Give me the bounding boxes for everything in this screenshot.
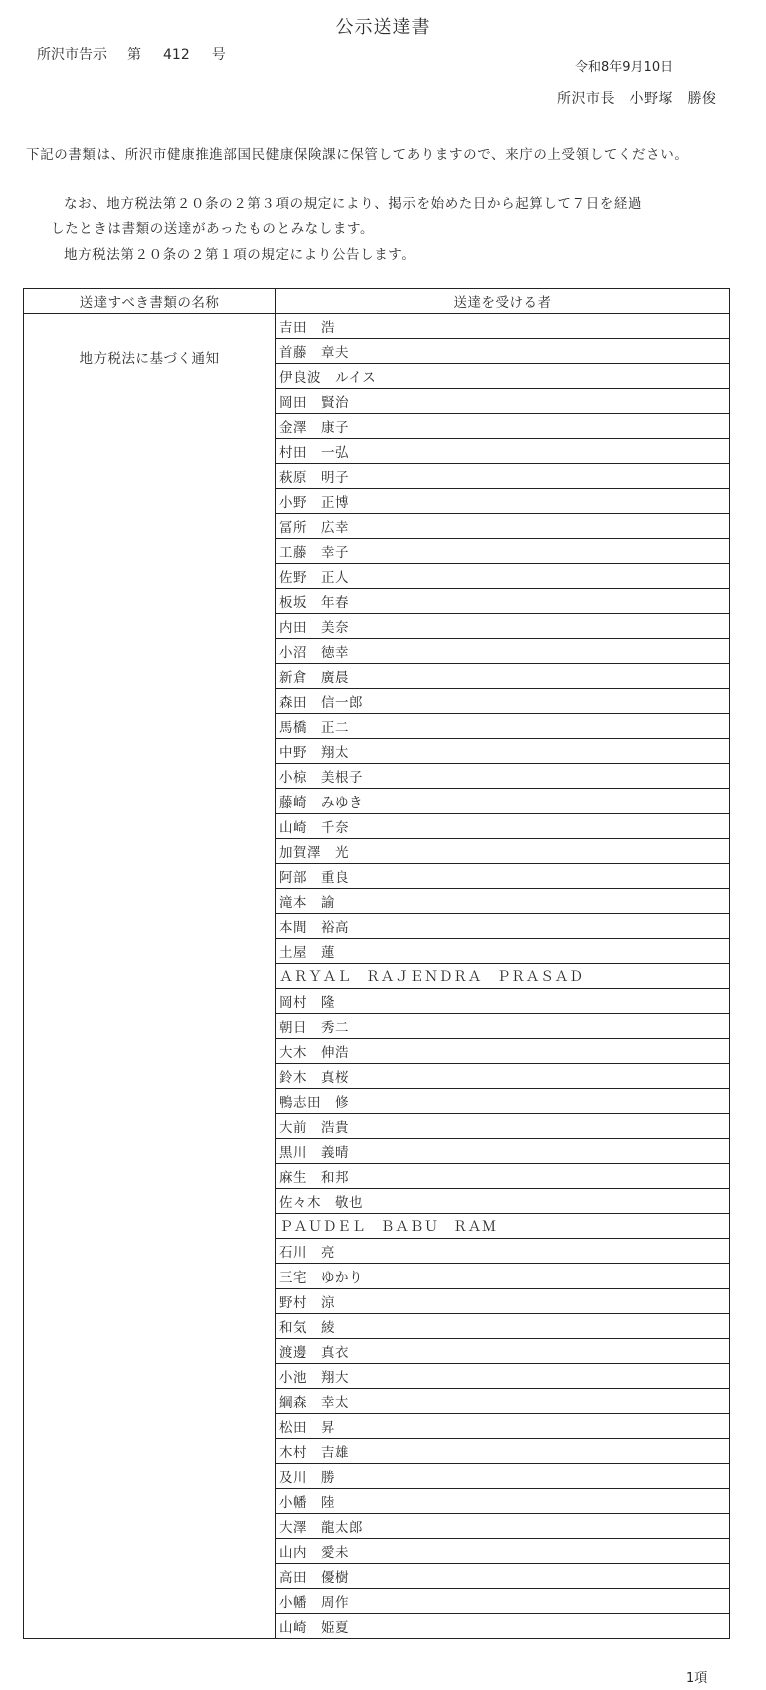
notice-dai: 第 (127, 47, 141, 63)
recipient-name: 佐々木 敬也 (276, 1189, 730, 1214)
recipient-name: 大澤 龍太郎 (276, 1514, 730, 1539)
paragraph-storage-notice: 下記の書類は、所沢市健康推進部国民健康保険課に保管してありますので、来庁の上受領してください。 (26, 147, 689, 163)
recipient-name: 小幡 周作 (276, 1589, 730, 1614)
recipient-name: 加賀澤 光 (276, 839, 730, 864)
header-recipient: 送達を受ける者 (276, 289, 730, 314)
recipient-name: 中野 翔太 (276, 739, 730, 764)
recipient-name: 小野 正博 (276, 489, 730, 514)
recipient-name: 和気 綾 (276, 1314, 730, 1339)
recipient-name: 及川 勝 (276, 1464, 730, 1489)
delivery-table (23, 288, 730, 1639)
recipient-name: 石川 亮 (276, 1239, 730, 1264)
recipient-name: 小椋 美根子 (276, 764, 730, 789)
recipient-name: 吉田 浩 (276, 314, 730, 339)
recipient-name: 萩原 明子 (276, 464, 730, 489)
recipient-name: 滝本 諭 (276, 889, 730, 914)
recipient-name: 佐野 正人 (276, 564, 730, 589)
recipient-name: 綱森 幸太 (276, 1389, 730, 1414)
recipient-name: 冨所 広幸 (276, 514, 730, 539)
recipient-name: 山崎 千奈 (276, 814, 730, 839)
recipient-name: 山内 愛未 (276, 1539, 730, 1564)
recipient-name: 新倉 廣晨 (276, 664, 730, 689)
notice-number-line (37, 44, 226, 64)
notice-date: 令和8年9月10日 (575, 60, 674, 75)
paragraph-public-notice: 地方税法第２０条の２第１項の規定により公告します。 (64, 247, 416, 263)
recipient-name: 山崎 姫夏 (276, 1614, 730, 1639)
recipient-name: 阿部 重良 (276, 864, 730, 889)
recipient-name: 村田 一弘 (276, 439, 730, 464)
recipient-name: ＰＡＵＤＥＬ ＢＡＢＵ ＲＡＭ (276, 1214, 730, 1239)
recipient-name: 首藤 章夫 (276, 339, 730, 364)
recipient-name: 黒川 義晴 (276, 1139, 730, 1164)
recipient-name: 木村 吉雄 (276, 1439, 730, 1464)
recipient-name: 小池 翔大 (276, 1364, 730, 1389)
table-row (24, 314, 730, 339)
recipient-name: 板坂 年春 (276, 589, 730, 614)
recipient-name: 松田 昇 (276, 1414, 730, 1439)
page-number: 1項 (686, 1671, 708, 1686)
recipient-name: 鴨志田 修 (276, 1089, 730, 1114)
recipient-name: 本間 裕高 (276, 914, 730, 939)
recipient-name: 麻生 和邦 (276, 1164, 730, 1189)
paragraph-deemed-delivery-line2: したときは書類の送達があったものとみなします。 (51, 221, 375, 237)
recipient-name: 朝日 秀二 (276, 1014, 730, 1039)
notice-prefix: 所沢市告示 (37, 47, 107, 63)
recipient-name: 小幡 陸 (276, 1489, 730, 1514)
recipient-name: 金澤 康子 (276, 414, 730, 439)
recipient-name: 岡田 賢治 (276, 389, 730, 414)
notice-number: 412 (163, 47, 190, 63)
recipient-name: 鈴木 真桜 (276, 1064, 730, 1089)
document-name-cell: 地方税法に基づく通知 (24, 314, 276, 1639)
recipient-name: 森田 信一郎 (276, 689, 730, 714)
recipient-name: 渡邊 真衣 (276, 1339, 730, 1364)
recipient-name: 岡村 隆 (276, 989, 730, 1014)
recipient-name: 大木 伸浩 (276, 1039, 730, 1064)
table-header-row (24, 289, 730, 314)
recipient-name: 藤崎 みゆき (276, 789, 730, 814)
recipient-name: ＡＲＹＡＬ ＲＡＪＥＮＤＲＡ ＰＲＡＳＡＤ (276, 964, 730, 989)
recipient-name: 工藤 幸子 (276, 539, 730, 564)
recipient-name: 高田 優樹 (276, 1564, 730, 1589)
recipient-name: 伊良波 ルイス (276, 364, 730, 389)
recipient-name: 三宅 ゆかり (276, 1264, 730, 1289)
notice-go: 号 (211, 47, 226, 63)
paragraph-deemed-delivery-line1: なお、地方税法第２０条の２第３項の規定により、掲示を始めた日から起算して７日を経過 (64, 196, 643, 212)
recipient-name: 野村 涼 (276, 1289, 730, 1314)
document-title: 公示送達書 (335, 17, 431, 38)
recipient-name: 馬橋 正二 (276, 714, 730, 739)
recipient-name: 小沼 徳幸 (276, 639, 730, 664)
recipient-name: 土屋 蓮 (276, 939, 730, 964)
recipient-name: 内田 美奈 (276, 614, 730, 639)
signer: 所沢市長 小野塚 勝俊 (557, 91, 717, 107)
header-document-name: 送達すべき書類の名称 (24, 289, 276, 314)
recipient-name: 大前 浩貴 (276, 1114, 730, 1139)
